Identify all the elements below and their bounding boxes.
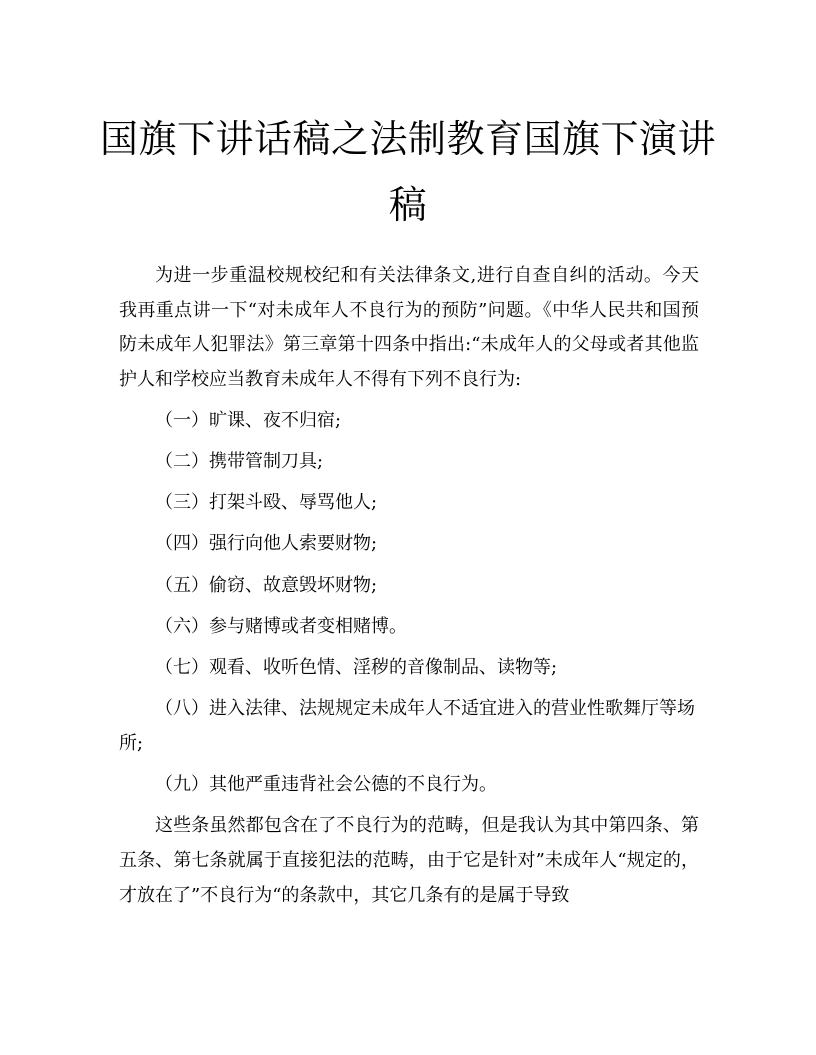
list-item: （八）进入法律、法规规定未成年人不适宜进入的营业性歌舞厅等场所; <box>119 698 695 754</box>
list-item: （三）打架斗殴、辱骂他人; <box>155 492 378 514</box>
list-item: （六）参与赌博或者变相赌博。 <box>155 615 407 637</box>
list-item: （七）观看、收听色情、淫秽的音像制品、读物等; <box>155 657 558 679</box>
intro-paragraph: 为进一步重温校规校纪和有关法律条文,进行自查自纠的活动。今天我再重点讲一下“对未成年人不良行为的预防”问题。《中华人民共和国预防未成年人犯罪法》第三章第十四条中指出:“未成年人的父母或者其他监护人和学校应当教育未成年人不得有下列不良行为: <box>119 265 699 391</box>
list-item: （二）携带管制刀具; <box>155 451 324 473</box>
list-item: （四）强行向他人索要财物; <box>155 533 378 555</box>
list-item: （九）其他严重违背社会公德的不良行为。 <box>155 774 497 796</box>
document-body <box>119 259 699 913</box>
list-item: （一）旷课、夜不归宿; <box>155 409 342 431</box>
document-title: 国旗下讲话稿之法制教育国旗下演讲稿 <box>100 117 717 227</box>
closing-paragraph: 这些条虽然都包含在了不良行为的范畴，但是我认为其中第四条、第五条、第七条就属于直接犯法的范畴，由于它是针对”未成年人“规定的，才放在了”不良行为“的条款中，其它几条有的是属于导致 <box>119 815 699 906</box>
list-item: （五）偷窃、故意毁坏财物; <box>155 574 378 596</box>
